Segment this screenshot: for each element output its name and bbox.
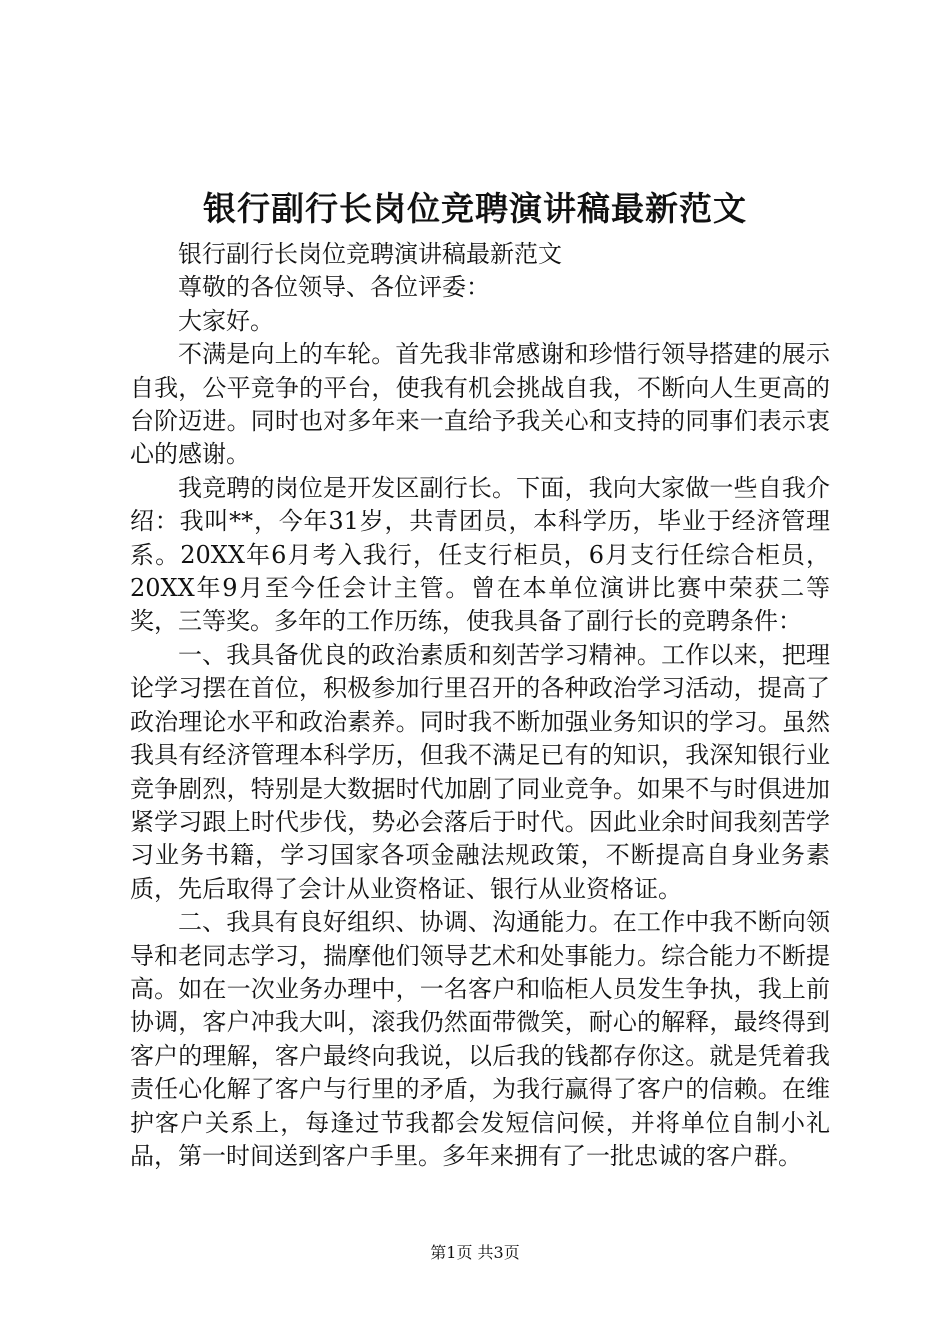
paragraph: 二、我具有良好组织、协调、沟通能力。在工作中我不断向领导和老同志学习，揣摩他们领导艺术和处事能力。综合能力不断提高。如在一次业务办理中，一名客户和临柜人员发生争执，我上前协调，客户冲我大叫，滚我仍然面带微笑，耐心的解释，最终得到客户的理解，客户最终向我说，以后我的钱都存你这。就是凭着我责任心化解了客户与行里的矛盾，为我行赢得了客户的信赖。在维护客户关系上，每逢过节我都会发短信问候，并将单位自制小礼品，第一时间送到客户手里。多年来拥有了一批忠诚的客户群。 bbox=[130, 908, 830, 1170]
paragraph: 不满是向上的车轮。首先我非常感谢和珍惜行领导搭建的展示自我，公平竞争的平台，使我有机会挑战自我，不断向人生更高的台阶迈进。同时也对多年来一直给予我关心和支持的同事们表示衷心的感谢。 bbox=[130, 340, 830, 469]
paragraph: 尊敬的各位领导、各位评委： bbox=[178, 273, 490, 302]
paragraph: 我竞聘的岗位是开发区副行长。下面，我向大家做一些自我介绍：我叫**，今年31岁，共青团员，本科学历，毕业于经济管理系。20XX年6月考入我行，任支行柜员，6月支行任综合柜员，20XX年9月至今任会计主管。曾在本单位演讲比赛中荣获二等奖，三等奖。多年的工作历练，使我具备了副行长的竞聘条件： bbox=[130, 473, 830, 636]
document-title: 银行副行长岗位竞聘演讲稿最新范文 bbox=[203, 189, 747, 228]
paragraph: 一、我具备优良的政治素质和刻苦学习精神。工作以来，把理论学习摆在首位，积极参加行里召开的各种政治学习活动，提高了政治理论水平和政治素养。同时我不断加强业务知识的学习。虽然我具有经济管理本科学历，但我不满足已有的知识，我深知银行业竞争剧烈，特别是大数据时代加剧了同业竞争。如果不与时俱进加紧学习跟上时代步伐，势必会落后于时代。因此业余时间我刻苦学习业务书籍，学习国家各项金融法规政策，不断提高自身业务素质，先后取得了会计从业资格证、银行从业资格证。 bbox=[130, 640, 830, 903]
paragraph: 大家好。 bbox=[178, 306, 274, 335]
paragraph: 银行副行长岗位竞聘演讲稿最新范文 bbox=[178, 240, 562, 268]
page-footer: 第1页 共3页 bbox=[430, 1243, 520, 1262]
document-body bbox=[130, 238, 830, 1173]
